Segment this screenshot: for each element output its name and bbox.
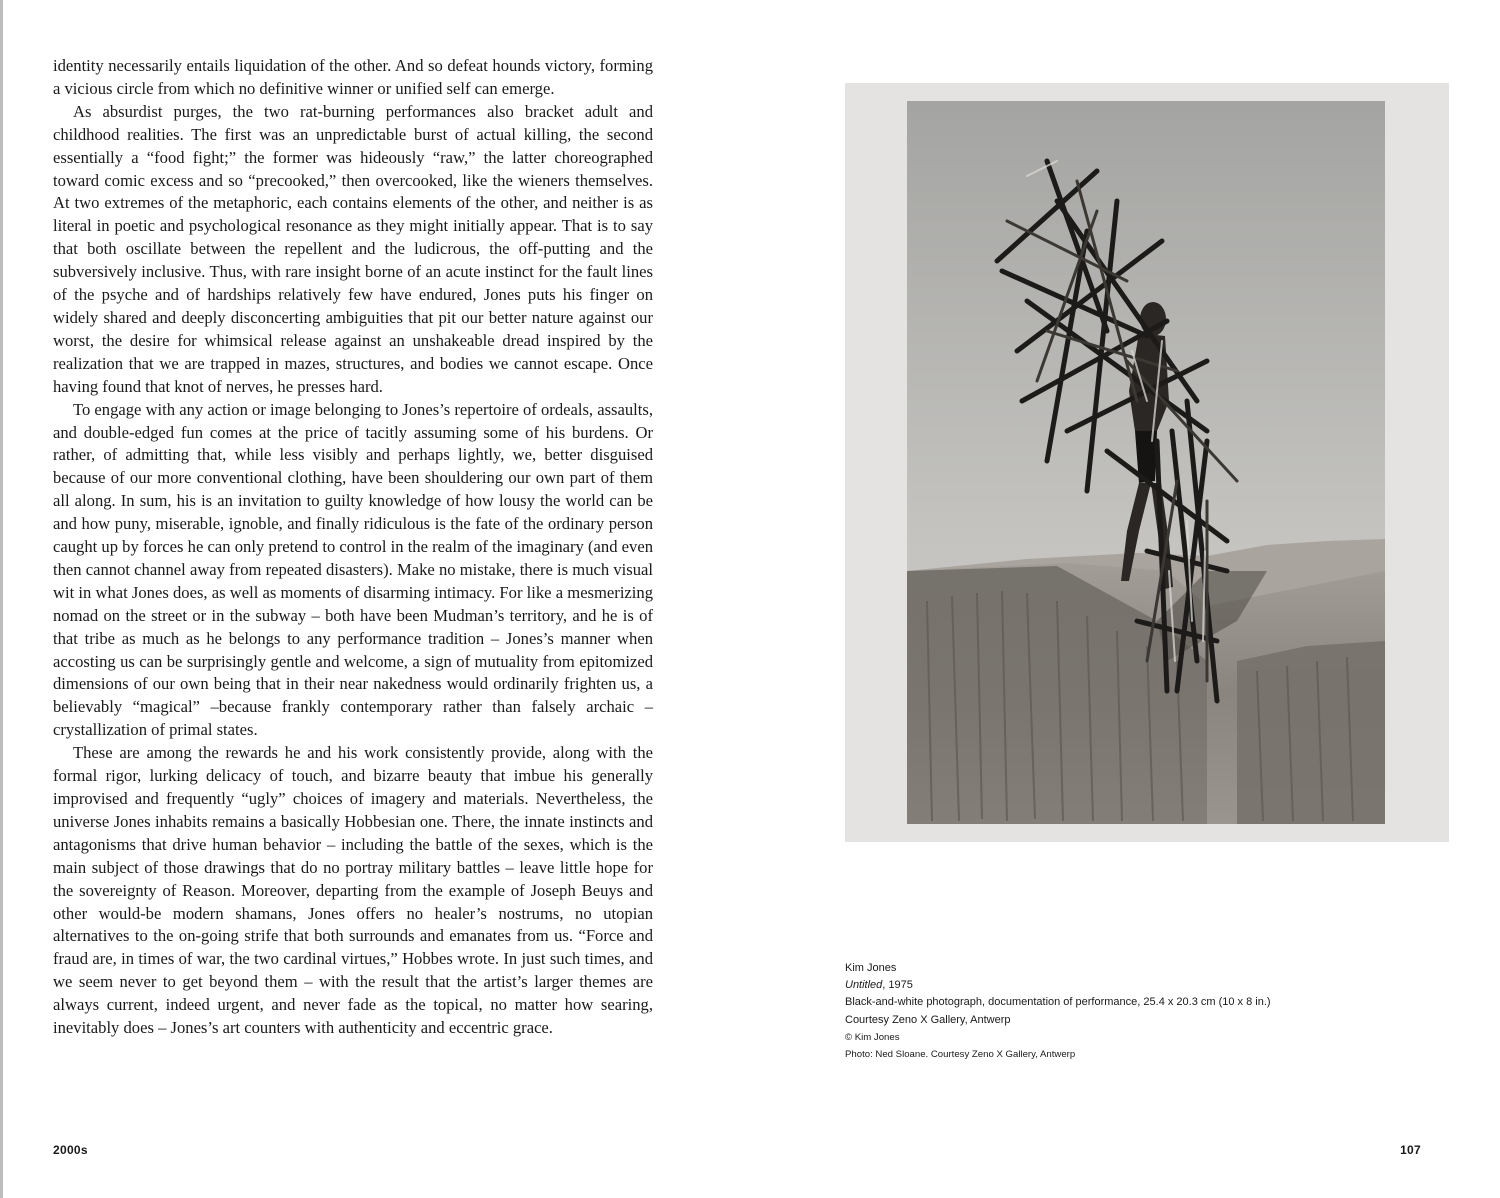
essay-text-column [53, 55, 653, 1040]
artwork-photograph [907, 101, 1385, 824]
caption-year: , 1975 [882, 979, 913, 992]
caption-photo-credit: Photo: Ned Sloane. Courtesy Zeno X Gallery, Antwerp [845, 1049, 1076, 1061]
page-number: 107 [1400, 1143, 1421, 1157]
photo-mat [845, 83, 1449, 842]
page-gutter [0, 0, 3, 1198]
paragraph-2: As absurdist purges, the two rat-burning performances also bracket adult and childhood realities. The first was an unpredictable burst of actual killing, the second essentially a “food fight;” the former was hideously “raw,” the latter choreographed toward comic excess and so “precooked,” then overcooked, like the wieners themselves. At two extremes of the metaphoric, each contains elements of the other, and neither is as literal in poetic and psychological resonance as they might initially appear. That is to say that both oscillate between the repellent and the ludicrous, the off-putting and the subversively inclusive. Thus, with rare insight borne of an acute instinct for the fault lines of the psyche and of hardships relatively few have endured, Jones puts his finger on widely shared and deeply disconcerting ambiguities that pit our better nature against our worst, the desire for whimsical release against an unshakeable dread inspired by the realization that we are trapped in mazes, structures, and bodies we cannot escape. Once having found that knot of nerves, he presses hard. [53, 101, 653, 396]
section-label: 2000s [53, 1143, 88, 1157]
caption-title: Untitled [845, 979, 883, 992]
caption-artist: Kim Jones [845, 962, 897, 974]
paragraph-4: These are among the rewards he and his work consistently provide, along with the formal rigor, lurking delicacy of touch, and bizarre beauty that imbue his generally improvised and frequently “ugly” choices of imagery and materials. Nevertheless, the universe Jones inhabits remains a basically Hobbesian one. There, the innate instincts and antagonisms that drive human behavior – including the battle of the sexes, which is the main subject of those drawings that do no portray military battles – leave little hope for the sovereignty of Reason. Moreover, departing from the example of Joseph Beuys and other would-be modern shamans, Jones offers no healer’s nostrums, no utopian alternatives to the on-going strife that both surrounds and emanates from us. “Force and fraud are, in times of war, the two cardinal virtues,” Hobbes wrote. In just such times, and we seem never to get beyond them – with the result that the artist’s larger themes are always current, indeed urgent, and never fade as the topical, no matter how searing, inevitably does – Jones’s art counters with authenticity and eccentric grace. [53, 743, 653, 1038]
caption-courtesy: Courtesy Zeno X Gallery, Antwerp [845, 1013, 1011, 1026]
photo-caption [845, 960, 1405, 1063]
paragraph-1: identity necessarily entails liquidation of the other. And so defeat hounds victory, forming a vicious circle from which no definitive winner or unified self can emerge. [53, 56, 653, 98]
caption-medium: Black-and-white photograph, documentation of performance, 25.4 x 20.3 cm (10 x 8 in.) [845, 996, 1271, 1009]
paragraph-3: To engage with any action or image belonging to Jones’s repertoire of ordeals, assaults, and double-edged fun comes at the price of tacitly assuming some of his burdens. Or rather, of admitting that, while less visibly and perhaps lightly, we, better disguised because of our more conventional clothing, have been shouldering our own part of them all along. In sum, his is an invitation to guilty knowledge of how lousy the world can be and how puny, miserable, ignoble, and finally ridiculous is the fate of the ordinary person caught up by forces he can only pretend to control in the realm of the imaginary (and even then cannot channel away from repeated disasters). Make no mistake, there is much visual wit in what Jones does, as well as moments of disarming intimacy. For like a mesmerizing nomad on the street or in the subway – both have been Mudman’s territory, and he is of that tribe as much as he belongs to any performance tradition – Jones’s manner when accosting us can be surprisingly gentle and welcome, a sign of mutuality from epitomized dimensions of our own being that in their near nakedness would ordinarily frighten us, a believably “magical” –because frankly contemporary rather than falsely archaic – crystallization of primal states. [53, 399, 653, 740]
caption-copyright: © Kim Jones [845, 1031, 900, 1043]
mudman-performance-image [907, 101, 1385, 824]
caption-title-year [845, 977, 1405, 994]
